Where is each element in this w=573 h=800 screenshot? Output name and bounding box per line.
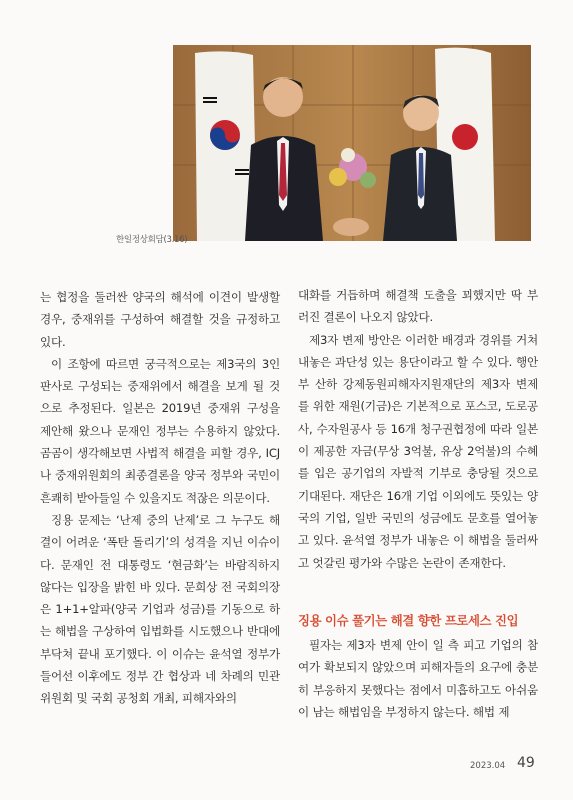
summit-photo [173,45,531,241]
paragraph: 징용 문제는 ‘난제 중의 난제’로 그 누구도 해결이 어려운 ‘폭탄 돌리기’의 성격을 지닌 이슈이다. 문재인 전 대통령도 ‘현금화’는 바람직하지 않다는 입장을 밝힌 바 있다. 문희상 전 국회의장은 1+1+알파(양국 기업과 성금)를 기동으로 하는 해법을 구상하여 입법화를 시도했으나 반대에 부닥쳐 끝내 포기했다. 이 이슈는 윤석열 정부가 들어선 이후에도 정부 간 협상과 네 차례의 민관위원회 및 국회 공청회 개최, 피해자와의 [40,512,280,706]
right-column-continued [298,634,538,723]
section-heading: 징용 이슈 풀기는 해결 향한 프로세스 진입 [298,613,519,628]
paragraph: 이 조항에 따르면 궁극적으로는 제3국의 3인 판사로 구성되는 중재위에서 해결을 보게 될 것으로 추정된다. 일본은 2019년 중재위 구성을 제안해 왔으나 문재인 정부는 수용하지 않았다. 곰곰이 생각해보면 사법적 해결을 피할 경우, ICJ나 중재위원회의 최종결론을 양국 정부와 국민이 흔쾌히 받아들일 수 있을지도 적잖은 의문이다. [40,356,280,505]
paragraph: 필자는 제3자 변제 안이 일 측 피고 기업의 참여가 확보되지 않았으며 피해자들의 요구에 충분히 부응하지 못했다는 점에서 미흡하고도 아쉬움이 남는 해법임을 부정하지 않는다. 해법 제 [298,638,538,719]
photo-caption: 한일정상회담(3.16) [116,235,188,245]
paragraph: 제3자 변제 방안은 이러한 배경과 경위를 거쳐 내놓은 과단성 있는 용단이라고 할 수 있다. 행안부 산하 강제동원피해자지원재단의 제3자 변제를 위한 재원(기금)은 기본적으로 포스코, 도로공사, 수자원공사 등 16개 청구권협정에 따라 일본이 제공한 자금(무상 3억불, 유상 2억불)의 수혜를 입은 공기업의 자발적 기부로 충당될 것으로 기대된다. 재단은 16개 기업 이외에도 뜻있는 양국의 기업, 일반 국민의 성금에도 문호를 열어놓고 있다. 윤석열 정부가 내놓은 이 해법을 둘러싸고 엇갈린 평가와 수많은 논란이 존재한다. [298,332,538,570]
handshake-photo-illustration [173,45,531,241]
page-number: 49 [517,755,535,771]
paragraph: 대화를 거듭하며 해결책 도출을 꾀했지만 딱 부러진 결론이 나오지 않았다. [298,288,538,325]
right-column [298,284,538,574]
left-column [40,286,280,710]
issue-date: 2023.04 [470,761,506,771]
paragraph: 는 협정을 둘러싼 양국의 해석에 이견이 발생할 경우, 중재위를 구성하여 해결할 것을 규정하고 있다. [40,290,280,349]
